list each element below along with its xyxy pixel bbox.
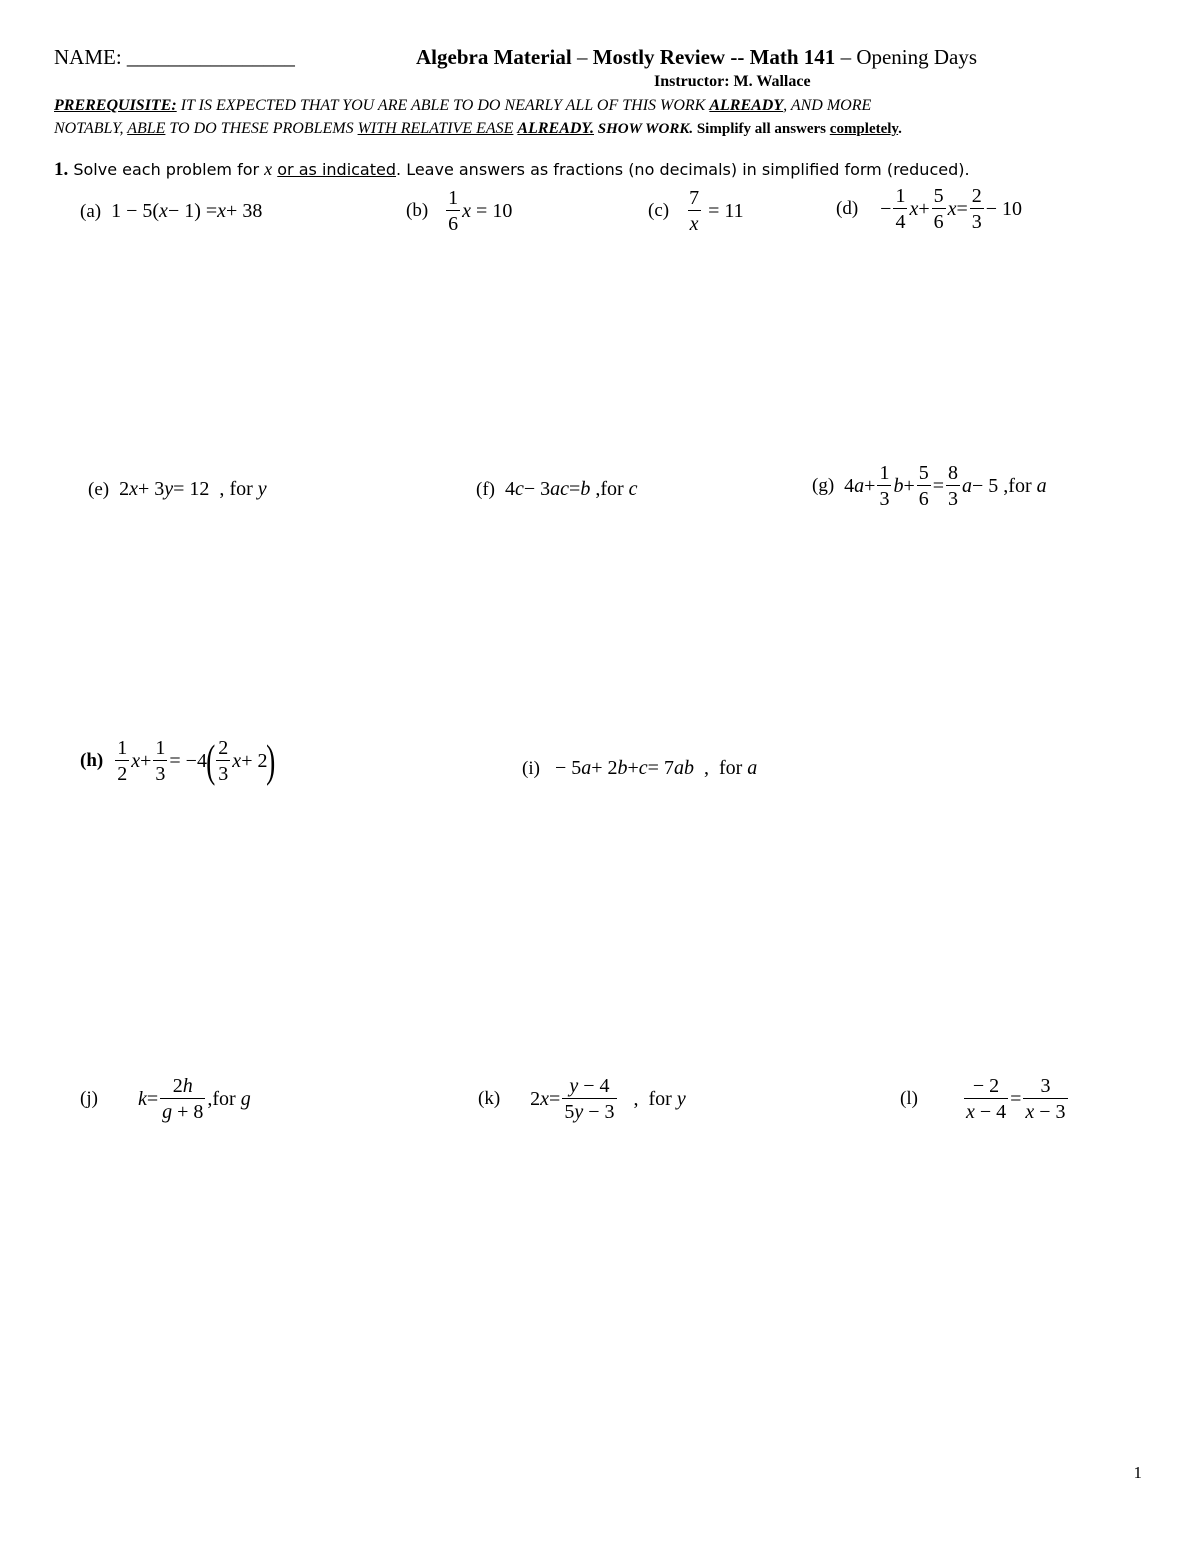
problem-label: (j) — [80, 1088, 98, 1109]
prereq-relative-ease: WITH RELATIVE EASE — [357, 120, 514, 137]
for-word: for — [229, 478, 253, 500]
title-part-1: Algebra Material — [416, 45, 572, 69]
question-number: 1. — [54, 159, 69, 180]
equation-g: 4 a + $\frac{1}{3}$ b + $\frac{5}{6}$ = $\frac{8}{3}$ a − 5 , for a — [844, 462, 1047, 510]
equation-k: 2 x = $\frac{y - 4}{5y - 3}$ , for y — [530, 1075, 686, 1123]
problem-label: (g) — [812, 475, 835, 496]
title-dash-1: – — [571, 45, 593, 69]
for-word: for — [718, 757, 743, 779]
problem-a — [80, 200, 262, 223]
q1-text-a: Solve each problem for — [68, 160, 265, 179]
name-blank: ________________ — [126, 45, 295, 69]
problem-l — [900, 1076, 1070, 1122]
for-word: for — [1008, 474, 1032, 497]
problem-label: (a) — [80, 200, 102, 222]
prereq-already-1: ALREADY — [709, 97, 784, 114]
problem-h — [80, 735, 276, 786]
equation-c: $\frac{7}{x}$ = 11 — [689, 187, 744, 235]
problem-label: (c) — [648, 200, 670, 221]
equation-f: 4 c − 3 ac = b , for c — [504, 478, 638, 500]
problem-c — [648, 188, 744, 234]
prereq-text-1a: IT IS EXPECTED THAT YOU ARE ABLE TO DO NEARLY ALL OF THIS WORK — [176, 97, 710, 114]
problem-label: (f) — [476, 478, 495, 500]
problem-label: (e) — [88, 478, 110, 500]
for-word: for — [648, 1087, 672, 1110]
equation-j: k = $\frac{2h}{g + 8}$ , for g — [137, 1075, 251, 1123]
equation-h: $\frac{1}{2}$ x + $\frac{1}{3}$ = −4 ( $\frac{2}{3}$ x + 2 ) — [117, 735, 276, 786]
page-title — [416, 45, 977, 70]
problem-i — [522, 757, 757, 780]
for-word: for — [600, 478, 624, 500]
problem-f — [476, 478, 638, 501]
prerequisite-notice — [54, 94, 902, 141]
problem-k — [478, 1076, 686, 1122]
problem-b — [406, 188, 512, 234]
question-1-instructions — [54, 159, 970, 181]
equation-l: $\frac{- 2}{x - 4}$ = $\frac{3}{x - 3}$ — [965, 1075, 1066, 1123]
problem-g — [812, 463, 1047, 509]
show-work: SHOW WORK. — [594, 121, 694, 137]
problem-label: (b) — [406, 200, 429, 221]
page-number: 1 — [1133, 1463, 1142, 1482]
title-part-2: Mostly Review -- Math 141 — [592, 45, 836, 69]
prerequisite-label: PREREQUISITE: — [54, 97, 177, 114]
title-dash-2: – — [835, 45, 857, 69]
q1-text-b: . Leave answers as fractions (no decimals) in simplified form (reduced). — [396, 160, 970, 179]
problem-label: (l) — [900, 1088, 918, 1109]
equation-d: − $\frac{1}{4}$ x + $\frac{5}{6}$ x = $\frac{2}{3}$ − 10 — [880, 185, 1023, 233]
instructor-line: Instructor: M. Wallace — [654, 73, 811, 90]
prereq-text-1b: , AND MORE — [783, 97, 872, 114]
simplify-text: Simplify all answers — [693, 121, 830, 137]
problem-j — [80, 1076, 251, 1122]
q1-var: x — [264, 159, 273, 179]
problem-label: (d) — [836, 198, 859, 219]
equation-b: $\frac{1}{6}$ x = 10 — [448, 187, 513, 235]
simplify-completely: completely — [829, 121, 899, 137]
prerequisite-line-2 — [54, 117, 902, 141]
problem-label: (i) — [522, 757, 540, 779]
prereq-already-2: ALREADY. — [517, 120, 595, 137]
prerequisite-line-1 — [54, 94, 902, 117]
problem-e — [88, 478, 267, 501]
prereq-able: ABLE — [127, 120, 166, 137]
name-field — [54, 45, 295, 70]
problem-d — [836, 186, 1022, 232]
simplify-period: . — [898, 121, 902, 137]
equation-i: − 5 a + 2 b + c = 7 ab , for a — [549, 757, 758, 779]
problem-label: (k) — [478, 1088, 501, 1109]
problem-label: (h) — [80, 750, 104, 771]
for-word: for — [212, 1087, 236, 1110]
equation-e: 2 x + 3 y = 12 , for y — [119, 478, 267, 500]
q1-as-indicated: or as indicated — [277, 160, 397, 179]
equation-a: 1 − 5( x − 1) = x + 38 — [111, 200, 263, 222]
name-label: NAME: — [54, 45, 122, 69]
prereq-text-2b: TO DO THESE PROBLEMS — [165, 120, 358, 137]
title-part-3: Opening Days — [856, 45, 978, 69]
prereq-text-2a: NOTABLY, — [54, 120, 128, 137]
